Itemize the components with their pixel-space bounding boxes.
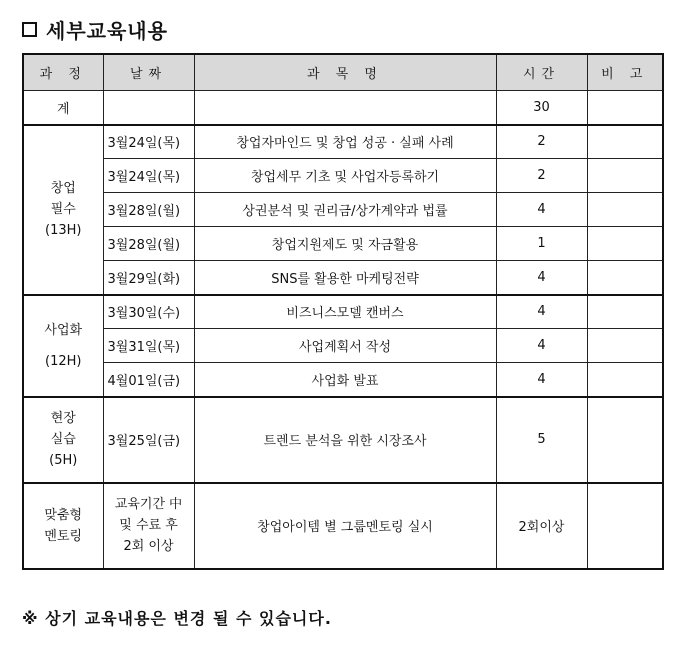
subject-cell: SNS를 활용한 마케팅전략 xyxy=(194,261,496,295)
subject-cell: 트렌드 분석을 위한 시장조사 xyxy=(194,397,496,483)
subject-cell: 사업화 발표 xyxy=(194,363,496,397)
remarks-cell xyxy=(587,125,663,159)
subject-cell: 창업자마인드 및 창업 성공 · 실패 사례 xyxy=(194,125,496,159)
remarks-cell xyxy=(587,227,663,261)
table-row xyxy=(23,397,663,483)
subject-cell: 창업세무 기초 및 사업자등록하기 xyxy=(194,159,496,193)
header-remarks: 비 고 xyxy=(587,54,663,91)
total-hours: 30 xyxy=(496,91,587,125)
header-hours: 시간 xyxy=(496,54,587,91)
hours-cell: 4 xyxy=(496,261,587,295)
section-title-text: 세부교육내용 xyxy=(46,18,168,43)
category-line: (12H) xyxy=(45,353,82,369)
category-line: 맞춤형 xyxy=(44,507,83,523)
date-cell: 3월29일(화) xyxy=(103,261,194,295)
table-row xyxy=(23,363,663,397)
category-line: 현장 xyxy=(50,411,76,426)
header-course: 과 정 xyxy=(23,54,103,91)
header-date: 날짜 xyxy=(103,54,194,91)
table-row xyxy=(23,483,663,569)
hours-cell: 1 xyxy=(496,227,587,261)
date-line: 교육기간 中 xyxy=(114,497,183,512)
hours-cell: 2 xyxy=(496,125,587,159)
table-row xyxy=(23,125,663,159)
remarks-cell xyxy=(587,363,663,397)
total-remarks-empty xyxy=(587,91,663,125)
date-cell xyxy=(103,483,194,569)
date-cell: 3월28일(월) xyxy=(103,193,194,227)
category-line: 멘토링 xyxy=(44,528,83,544)
table-row xyxy=(23,193,663,227)
hours-cell: 2회이상 xyxy=(496,483,587,569)
hours-cell: 4 xyxy=(496,363,587,397)
date-cell: 3월24일(목) xyxy=(103,159,194,193)
hours-cell: 2 xyxy=(496,159,587,193)
category-line: 필수 xyxy=(50,202,76,217)
subject-cell: 비즈니스모델 캔버스 xyxy=(194,295,496,329)
hours-cell: 4 xyxy=(496,329,587,363)
hours-cell: 4 xyxy=(496,193,587,227)
remarks-cell xyxy=(587,295,663,329)
hours-cell: 4 xyxy=(496,295,587,329)
category-line: (5H) xyxy=(49,453,78,468)
checkbox-square-icon xyxy=(22,22,37,37)
total-row xyxy=(23,91,663,125)
date-line: 및 수료 후 xyxy=(119,518,178,533)
total-subject-empty xyxy=(194,91,496,125)
table-row xyxy=(23,227,663,261)
footnote: ※ 상기 교육내용은 변경 될 수 있습니다. xyxy=(22,609,332,628)
header-row xyxy=(23,54,663,91)
remarks-cell xyxy=(587,159,663,193)
subject-cell: 사업계획서 작성 xyxy=(194,329,496,363)
remarks-cell xyxy=(587,397,663,483)
category-cell xyxy=(23,397,103,483)
date-cell: 3월25일(금) xyxy=(103,397,194,483)
total-label: 계 xyxy=(23,91,103,125)
remarks-cell xyxy=(587,483,663,569)
category-cell xyxy=(23,125,103,295)
total-date-empty xyxy=(103,91,194,125)
curriculum-table xyxy=(22,53,664,570)
date-cell: 3월24일(목) xyxy=(103,125,194,159)
remarks-cell xyxy=(587,193,663,227)
table-row xyxy=(23,159,663,193)
date-cell: 4월01일(금) xyxy=(103,363,194,397)
header-subject: 과 목 명 xyxy=(194,54,496,91)
category-line: 실습 xyxy=(50,432,76,447)
category-line: (13H) xyxy=(45,223,82,238)
section-title xyxy=(22,14,168,44)
subject-cell: 창업지원제도 및 자금활용 xyxy=(194,227,496,261)
hours-cell: 5 xyxy=(496,397,587,483)
remarks-cell xyxy=(587,261,663,295)
category-line: 사업화 xyxy=(44,322,83,338)
table-row xyxy=(23,261,663,295)
category-line: 창업 xyxy=(50,181,76,196)
remarks-cell xyxy=(587,329,663,363)
subject-cell: 창업아이템 별 그룹멘토링 실시 xyxy=(194,483,496,569)
category-cell xyxy=(23,295,103,397)
date-cell: 3월28일(월) xyxy=(103,227,194,261)
category-cell xyxy=(23,483,103,569)
subject-cell: 상권분석 및 권리금/상가계약과 법률 xyxy=(194,193,496,227)
date-cell: 3월30일(수) xyxy=(103,295,194,329)
date-cell: 3월31일(목) xyxy=(103,329,194,363)
table-row xyxy=(23,329,663,363)
date-line: 2회 이상 xyxy=(123,539,174,554)
table-row xyxy=(23,295,663,329)
